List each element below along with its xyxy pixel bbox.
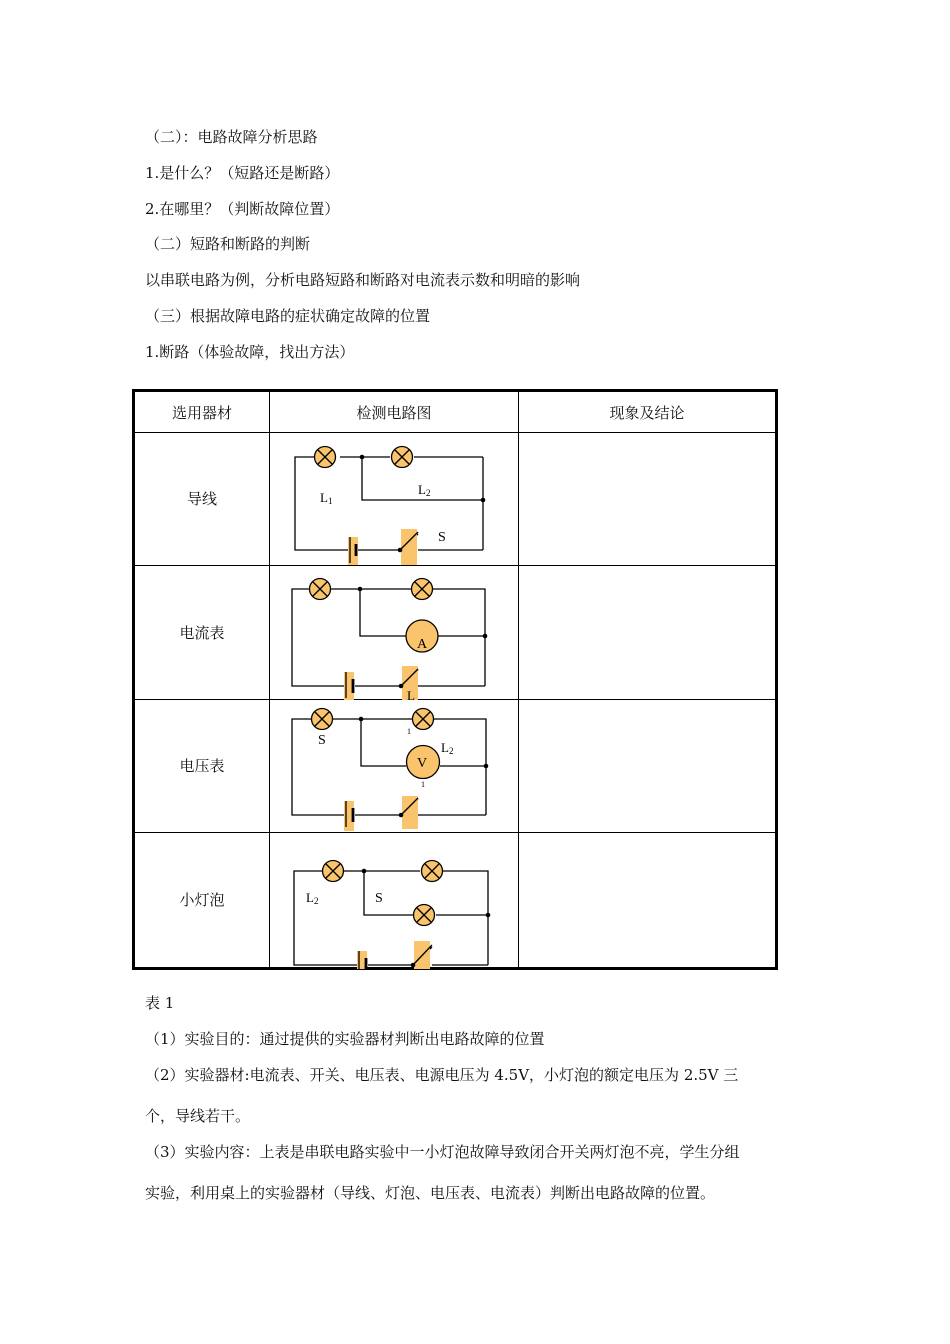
table-caption: 表 1 [145,994,175,1012]
l2-sub: 2 [448,746,454,757]
table-row [134,565,777,699]
voltmeter-label: V [417,756,428,772]
l1-label: L [320,490,328,506]
lamp-icon [413,709,434,730]
svg-text:L2 [418,482,430,498]
lamp-icon [412,578,433,599]
result-cell[interactable] [519,700,777,832]
result-cell[interactable] [519,565,777,699]
material-cell: 导线 [134,433,270,565]
switch-label: S [438,530,446,546]
svg-text:L2 [306,890,318,906]
experiment-materials-cont: 个，导线若干。 [145,1107,251,1125]
result-cell[interactable] [519,433,777,565]
l2-label: L [441,740,449,756]
section-heading-judge: （二）短路和断路的判断 [145,235,311,253]
svg-text:L2 [441,740,453,756]
switch-icon [411,941,432,969]
lamp-icon [323,860,344,881]
lamp-sub: 1 [407,727,411,737]
result-cell[interactable] [519,832,777,969]
detection-table [132,389,778,970]
material-cell: 电压表 [134,700,270,832]
switch-label: S [318,733,326,749]
table-row [134,700,777,832]
voltmeter-sub: 1 [421,780,425,790]
battery-icon [348,537,358,565]
header-result: 现象及结论 [519,391,777,433]
header-material: 选用器材 [134,391,270,433]
lamp-icon [392,447,413,468]
battery-icon [357,951,367,969]
lamp-icon [414,904,435,925]
section-heading-locate: （三）根据故障电路的症状确定故障的位置 [145,307,431,325]
switch-icon [399,796,418,829]
circuit-diagram-svg [270,833,518,969]
l2-sub: 2 [425,488,431,499]
circuit-diagram-svg [270,700,518,832]
svg-text:L1 [320,490,332,506]
circuit-diagram-ammeter [270,565,519,699]
subheading-open-circuit: 1.断路（体验故障，找出方法） [145,343,355,361]
experiment-materials: （2）实验器材:电流表、开关、电压表、电源电压为 4.5V，小灯泡的额定电压为 2.5V 三 [145,1066,739,1084]
step-what: 1.是什么？（短路还是断路） [145,164,340,182]
material-cell: 电流表 [134,565,270,699]
circuit-diagram-lamp [270,832,519,969]
material-cell: 小灯泡 [134,832,270,969]
battery-icon [344,801,354,831]
lamp-icon [422,860,443,881]
circuit-diagram-wire [270,433,519,565]
l2-label: L [418,482,426,498]
lamp-icon [310,578,331,599]
lamp-icon [315,447,336,468]
l2-sub: 2 [313,895,319,906]
ammeter-label: A [417,636,428,652]
l1-sub: 1 [327,496,333,507]
circuit-diagram-svg [270,566,518,700]
experiment-purpose: （1）实验目的：通过提供的实验器材判断出电路故障的位置 [145,1030,545,1048]
switch-icon [398,529,418,565]
experiment-content: （3）实验内容：上表是串联电路实验中一小灯泡故障导致闭合开关两灯泡不亮，学生分组 [145,1143,740,1161]
table-row [134,832,777,969]
table-row [134,433,777,565]
intro-paragraph: 以串联电路为例，分析电路短路和断路对电流表示数和明暗的影响 [145,271,581,289]
circuit-diagram-voltmeter [270,700,519,832]
section-heading-analysis: （二）：电路故障分析思路 [145,128,318,146]
step-where: 2.在哪里？（判断故障位置） [145,200,340,218]
lamp-icon [312,709,333,730]
battery-icon [344,672,354,700]
l2-label: L [306,889,314,905]
switch-label: S [375,890,383,906]
header-diagram: 检测电路图 [270,391,519,433]
experiment-content-cont: 实验，利用桌上的实验器材（导线、灯泡、电压表、电流表）判断出电路故障的位置。 [145,1184,716,1202]
l-label: L [407,687,415,700]
circuit-diagram-svg [270,433,518,565]
